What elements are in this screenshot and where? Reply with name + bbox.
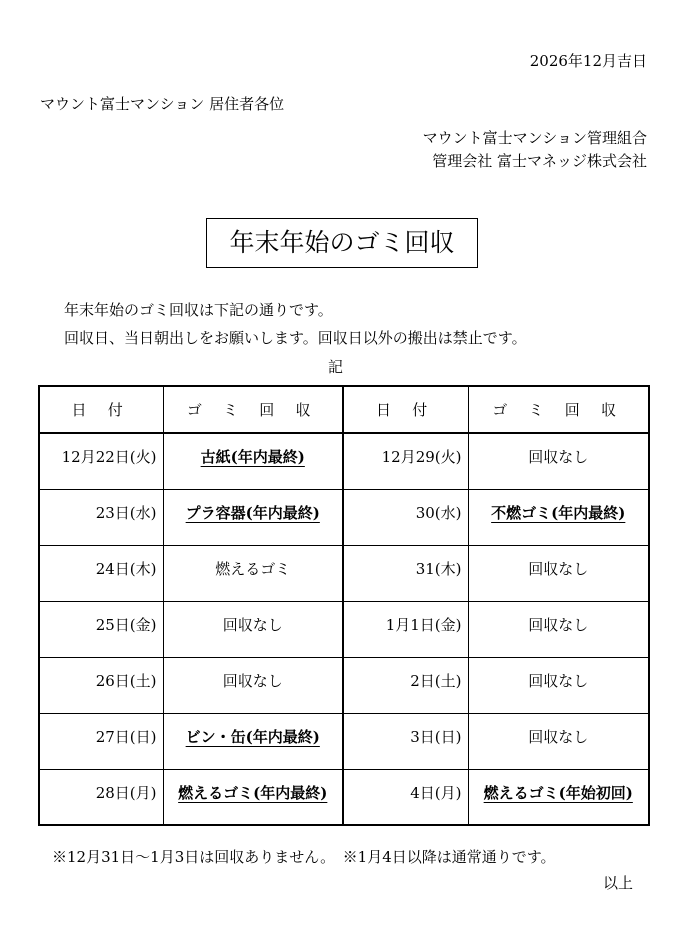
date-cell xyxy=(39,489,163,545)
date-cell xyxy=(39,601,163,657)
date-cell xyxy=(39,657,163,713)
table-row xyxy=(39,769,649,825)
ki-marker: 記 xyxy=(328,358,344,376)
date-cell-text: 4日(月) xyxy=(410,783,462,802)
collection-cell xyxy=(468,601,649,657)
date-cell-text: 30(水) xyxy=(415,503,462,522)
collection-schedule-table xyxy=(38,385,650,826)
collection-cell xyxy=(468,433,649,489)
date-cell-text: 3日(日) xyxy=(410,727,462,746)
date-cell-text: 23日(水) xyxy=(95,503,157,522)
collection-cell-text: 回収なし xyxy=(528,559,589,578)
date-cell-text: 24日(木) xyxy=(95,559,157,578)
sender-company: 管理会社 富士マネッジ株式会社 xyxy=(432,152,647,170)
collection-cell-text: 燃えるゴミ(年内最終) xyxy=(178,783,328,802)
header-date-2: 日 付 xyxy=(343,386,468,433)
date-cell xyxy=(343,657,468,713)
date-cell xyxy=(343,769,468,825)
collection-cell-text: 回収なし xyxy=(528,615,589,634)
date-cell-text: 27日(日) xyxy=(95,727,157,746)
date-cell xyxy=(343,545,468,601)
date-cell-text: 31(木) xyxy=(415,559,462,578)
document-date: 2026年12月吉日 xyxy=(529,52,647,70)
collection-cell xyxy=(163,545,343,601)
table-row xyxy=(39,657,649,713)
collection-cell-text: 回収なし xyxy=(222,671,283,690)
collection-cell xyxy=(468,713,649,769)
table-row xyxy=(39,601,649,657)
header-date-1: 日 付 xyxy=(39,386,163,433)
date-cell-text: 2日(土) xyxy=(410,671,462,690)
date-cell xyxy=(39,713,163,769)
collection-cell-text: 回収なし xyxy=(528,448,589,466)
collection-cell-text: 回収なし xyxy=(528,671,589,690)
date-cell-text: 12月22日(火) xyxy=(61,448,157,466)
date-cell-text: 28日(月) xyxy=(95,783,157,802)
date-cell-text: 1月1日(金) xyxy=(385,615,462,634)
date-cell-text: 26日(土) xyxy=(95,671,157,690)
collection-cell-text: プラ容器(年内最終) xyxy=(185,503,320,522)
date-cell xyxy=(343,489,468,545)
date-cell xyxy=(343,713,468,769)
header-collection-1: ゴ ミ 回 収 xyxy=(163,386,343,433)
body-line-2: 回収日、当日朝出しをお願いします。回収日以外の搬出は禁止です。 xyxy=(64,329,527,347)
collection-cell xyxy=(163,489,343,545)
document-title: 年末年始のゴミ回収 xyxy=(206,218,478,268)
collection-cell xyxy=(163,601,343,657)
collection-cell xyxy=(163,657,343,713)
date-cell xyxy=(39,433,163,489)
sender-association: マウント富士マンション管理組合 xyxy=(422,129,647,147)
table-row xyxy=(39,489,649,545)
collection-cell-text: 燃えるゴミ xyxy=(215,559,291,578)
date-cell xyxy=(39,769,163,825)
collection-cell xyxy=(468,769,649,825)
collection-cell xyxy=(468,657,649,713)
collection-cell xyxy=(468,545,649,601)
collection-cell-text: 古紙(年内最終) xyxy=(200,448,305,466)
collection-cell xyxy=(468,489,649,545)
body-line-1: 年末年始のゴミ回収は下記の通りです。 xyxy=(64,301,333,319)
closing-mark: 以上 xyxy=(602,874,633,892)
table-row xyxy=(39,713,649,769)
table-row xyxy=(39,433,649,489)
addressee: マウント富士マンション 居住者各位 xyxy=(40,95,285,113)
table-row xyxy=(39,545,649,601)
date-cell xyxy=(343,433,468,489)
date-cell xyxy=(39,545,163,601)
collection-cell xyxy=(163,713,343,769)
date-cell xyxy=(343,601,468,657)
collection-cell xyxy=(163,433,343,489)
collection-cell-text: 不燃ゴミ(年内最終) xyxy=(491,503,626,522)
collection-cell-text: 回収なし xyxy=(222,615,283,634)
collection-cell xyxy=(163,769,343,825)
collection-cell-text: ビン・缶(年内最終) xyxy=(185,727,320,746)
date-cell-text: 12月29(火) xyxy=(381,448,462,466)
collection-cell-text: 燃えるゴミ(年始初回) xyxy=(483,783,633,802)
header-collection-2: ゴ ミ 回 収 xyxy=(468,386,649,433)
table-header-row xyxy=(39,386,649,433)
footnote: ※12月31日～1月3日は回収ありません。 ※1月4日以降は通常通りです。 xyxy=(52,848,556,866)
collection-cell-text: 回収なし xyxy=(528,727,589,746)
date-cell-text: 25日(金) xyxy=(95,615,157,634)
